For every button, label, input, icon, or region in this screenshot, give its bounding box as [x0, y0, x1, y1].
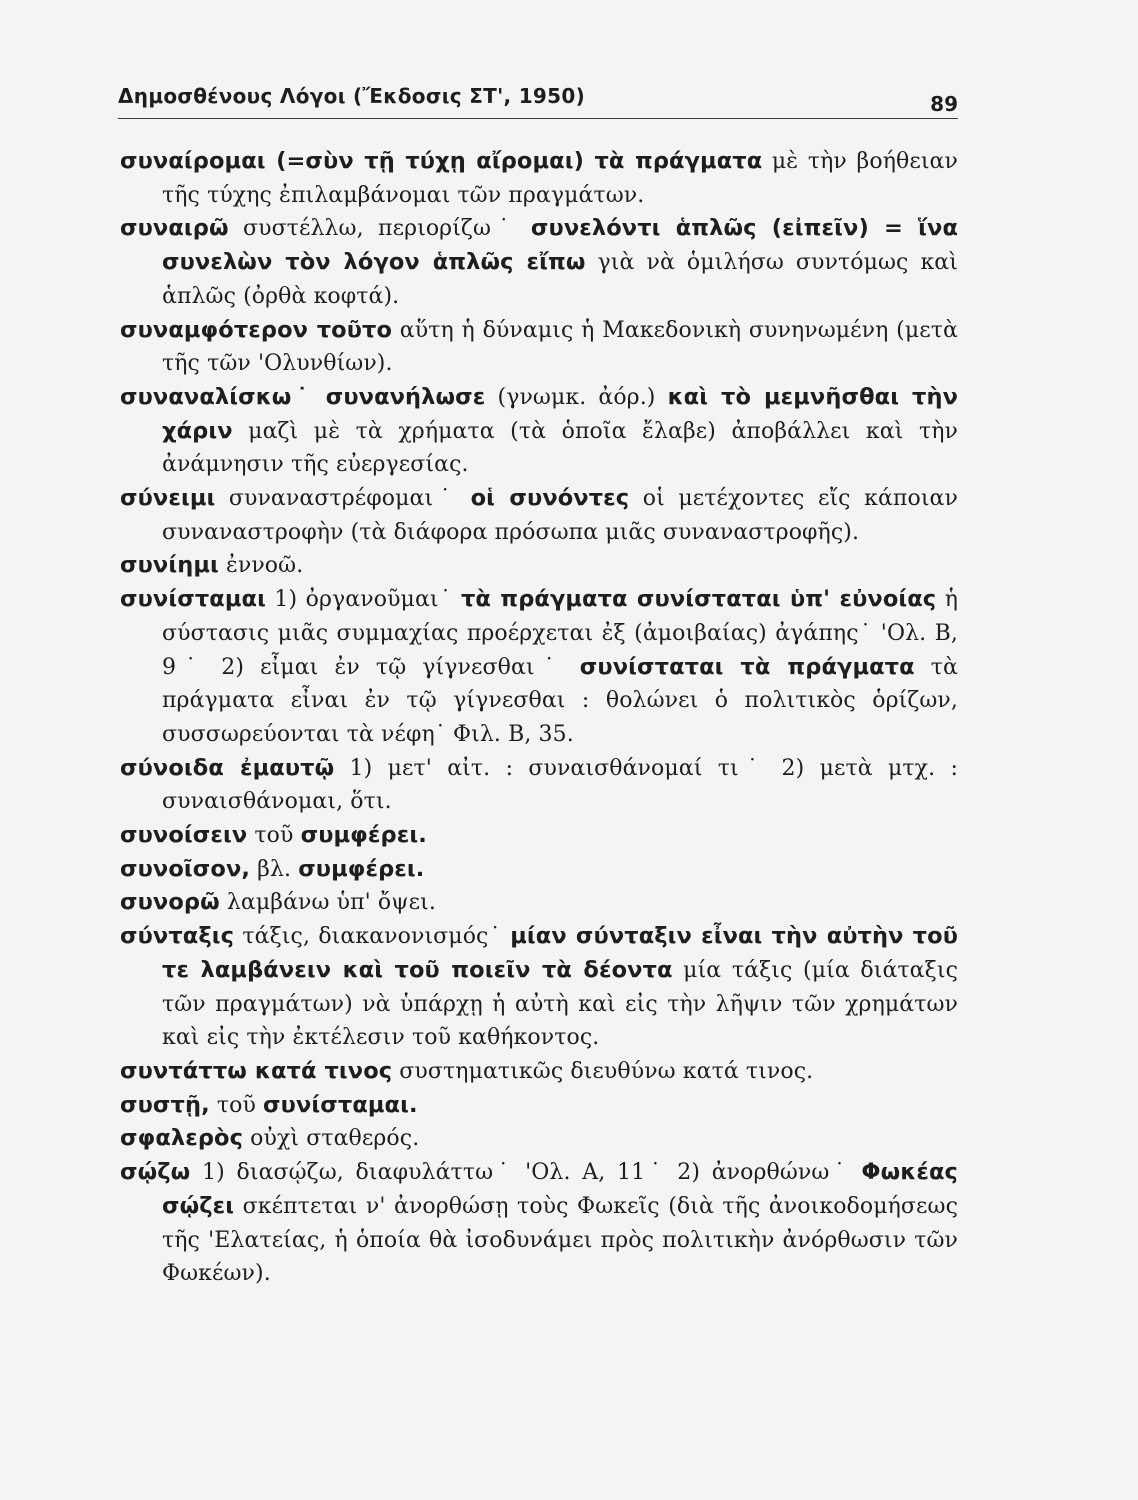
definition-text: (γνωμκ. ἀόρ.)	[485, 384, 668, 410]
headword: σφαλερὸς	[120, 1125, 244, 1152]
definition-text: ἐννοῶ.	[218, 553, 304, 579]
entry-synoisein	[120, 819, 958, 853]
headword: σύνειμι	[120, 485, 216, 512]
headword: συνοῖσον,	[120, 855, 251, 882]
definition-text: οἱ μετέχοντες εἴς κάποιαν συναναστροφὴν (τὰ διάφορα πρόσωπα μιᾶς συναναστροφῆς).	[162, 486, 958, 545]
definition-text: μὲ τὴν βοήθειαν τῆς τύχης ἐπιλαμβάνομαι τῶν πραγμάτων.	[162, 149, 958, 208]
headword: συντάττω κατά τινος	[120, 1057, 393, 1084]
definition-text: τοῦ	[247, 823, 301, 849]
page-number: 89	[930, 92, 958, 116]
headword: τὰ πράγματα συνίσταται ὑπ' εὐνοίας	[460, 586, 937, 613]
entry-synairo	[120, 212, 958, 313]
entry-sozo	[120, 1156, 958, 1291]
running-header	[118, 78, 958, 119]
definition-text: οὐχὶ σταθερός.	[243, 1126, 420, 1152]
headword: σύνοιδα ἐμαυτῷ	[120, 754, 335, 781]
headword: μίαν σύνταξιν εἶναι τὴν αὐτὴν τοῦ τε λαμβάνειν καὶ τοῦ ποιεῖν τὰ δέοντα	[162, 923, 958, 983]
entry-synairomai	[120, 145, 958, 212]
entry-synoida	[120, 752, 958, 819]
headword: καὶ τὸ μεμνῆσθαι τὴν χάριν	[162, 383, 958, 444]
headword: συναμφότερον τοῦτο	[120, 316, 393, 343]
entry-synamphoteron	[120, 314, 958, 381]
headword: συστῇ,	[120, 1091, 210, 1118]
headword: σύνταξις	[120, 923, 235, 950]
headword: σῴζω	[120, 1159, 191, 1186]
headword: συνοίσειν	[120, 822, 248, 849]
headword: συνορῶ	[120, 889, 220, 916]
definition-text: μαζὶ μὲ τὰ χρήματα (τὰ ὁποῖα ἔλαβε) ἀποβάλλει καὶ τὴν ἀνάμνησιν τῆς εὐεργεσίας.	[162, 418, 958, 478]
definition-text: λαμβάνω ὑπ' ὄψει.	[219, 890, 436, 916]
headword: συναναλίσκω˙ συνανήλωσε	[120, 383, 486, 410]
headword: συναιρῶ	[120, 215, 229, 242]
entry-syntaxis	[120, 920, 958, 1055]
definition-text: σκέπτεται ν' ἀνορθώσῃ τοὺς Φωκεῖς (διὰ τῆς ἀνοικοδομήσεως τῆς 'Ελατείας, ἡ ὁποία θὰ ἰσοδυνάμει πρὸς πολιτικὴν ἀνόρθωσιν τῶν Φωκέων).	[162, 1193, 958, 1287]
headword: συναίρομαι (=σὺν τῇ τύχῃ αἴρομαι) τὰ πράγματα	[120, 148, 763, 174]
entry-syneimi	[120, 482, 958, 549]
entry-sphaleros	[120, 1122, 958, 1156]
definition-text: συστηματικῶς διευθύνω κατά τινος.	[392, 1058, 814, 1084]
definition-text: ἡ σύστασις μιᾶς συμμαχίας προέρχεται ἐξ (ἀμοιβαίας) ἀγάπης˙ 'Ολ. Β, 9˙ 2) εἶμαι ἐν τῷ γίγνεσθαι˙	[162, 587, 959, 680]
headword: συμφέρει.	[300, 822, 427, 849]
definition-text: γιὰ νὰ ὁμιλήσω συντόμως καὶ ἁπλῶς (ὀρθὰ κοφτά).	[162, 250, 958, 309]
definition-text: τοῦ	[209, 1092, 264, 1118]
definition-text: 1) μετ' αἰτ. : συναισθάνομαί τι˙ 2) μετὰ μτχ. : συναισθάνομαι, ὅτι.	[162, 755, 958, 815]
definition-text: μία τάξις (μία διάταξις τῶν πραγμάτων) νὰ ὑπάρχῃ ἡ αὐτὴ καὶ εἰς τὴν λῆψιν τῶν χρημάτων καὶ εἰς τὴν ἐκτέλεσιν τοῦ καθήκοντος.	[162, 957, 958, 1051]
headword: συνίημι	[120, 552, 219, 579]
headword: συνίσταμαι	[120, 586, 266, 613]
headword: συνίσταται τὰ πράγματα	[579, 653, 915, 680]
entry-syniemi	[120, 549, 958, 583]
entry-synoro	[120, 886, 958, 920]
definition-text: συστέλλω, περιορίζω˙	[228, 216, 531, 242]
headword: συνίσταμαι.	[263, 1091, 418, 1118]
definition-text: 1) ὀργανοῦμαι˙	[265, 587, 461, 613]
entry-syntatto	[120, 1055, 958, 1089]
dictionary-entries	[120, 145, 958, 1291]
header-title: Δημοσθένους Λόγοι (Ἔκδοσις ΣΤ', 1950)	[118, 84, 586, 108]
entry-synanaliskso	[120, 381, 958, 482]
entry-synistamai	[120, 583, 958, 752]
definition-text: συναναστρέφομαι˙	[215, 486, 471, 512]
definition-text: βλ.	[250, 856, 299, 882]
headword: Φωκέας σῴζει	[162, 1159, 958, 1219]
entry-systi	[120, 1089, 958, 1123]
definition-text: αὕτη ἡ δύναμις ἡ Μακεδονικὴ συνηνωμένη (μετὰ τῆς τῶν 'Ολυνθίων).	[162, 317, 958, 377]
headword: συνελόντι ἁπλῶς (εἰπεῖν) = ἵνα συνελὼν τὸν λόγον ἁπλῶς εἴπω	[162, 215, 958, 276]
definition-text: 1) διασῴζω, διαφυλάττω˙ 'Ολ. Α, 11˙ 2) ἀνορθώνω˙	[190, 1160, 862, 1186]
entry-synoison	[120, 853, 958, 887]
headword: οἱ συνόντες	[470, 485, 630, 512]
definition-text: τὰ πράγματα εἶναι ἐν τῷ γίγνεσθαι : θολώνει ὁ πολιτικὸς ὁρίζων, συσσωρεύονται τὰ νέφη˙ Φιλ. Β, 35.	[162, 654, 958, 747]
headword: συμφέρει.	[298, 855, 425, 882]
definition-text: τάξις, διακανονισμός˙	[234, 924, 511, 950]
